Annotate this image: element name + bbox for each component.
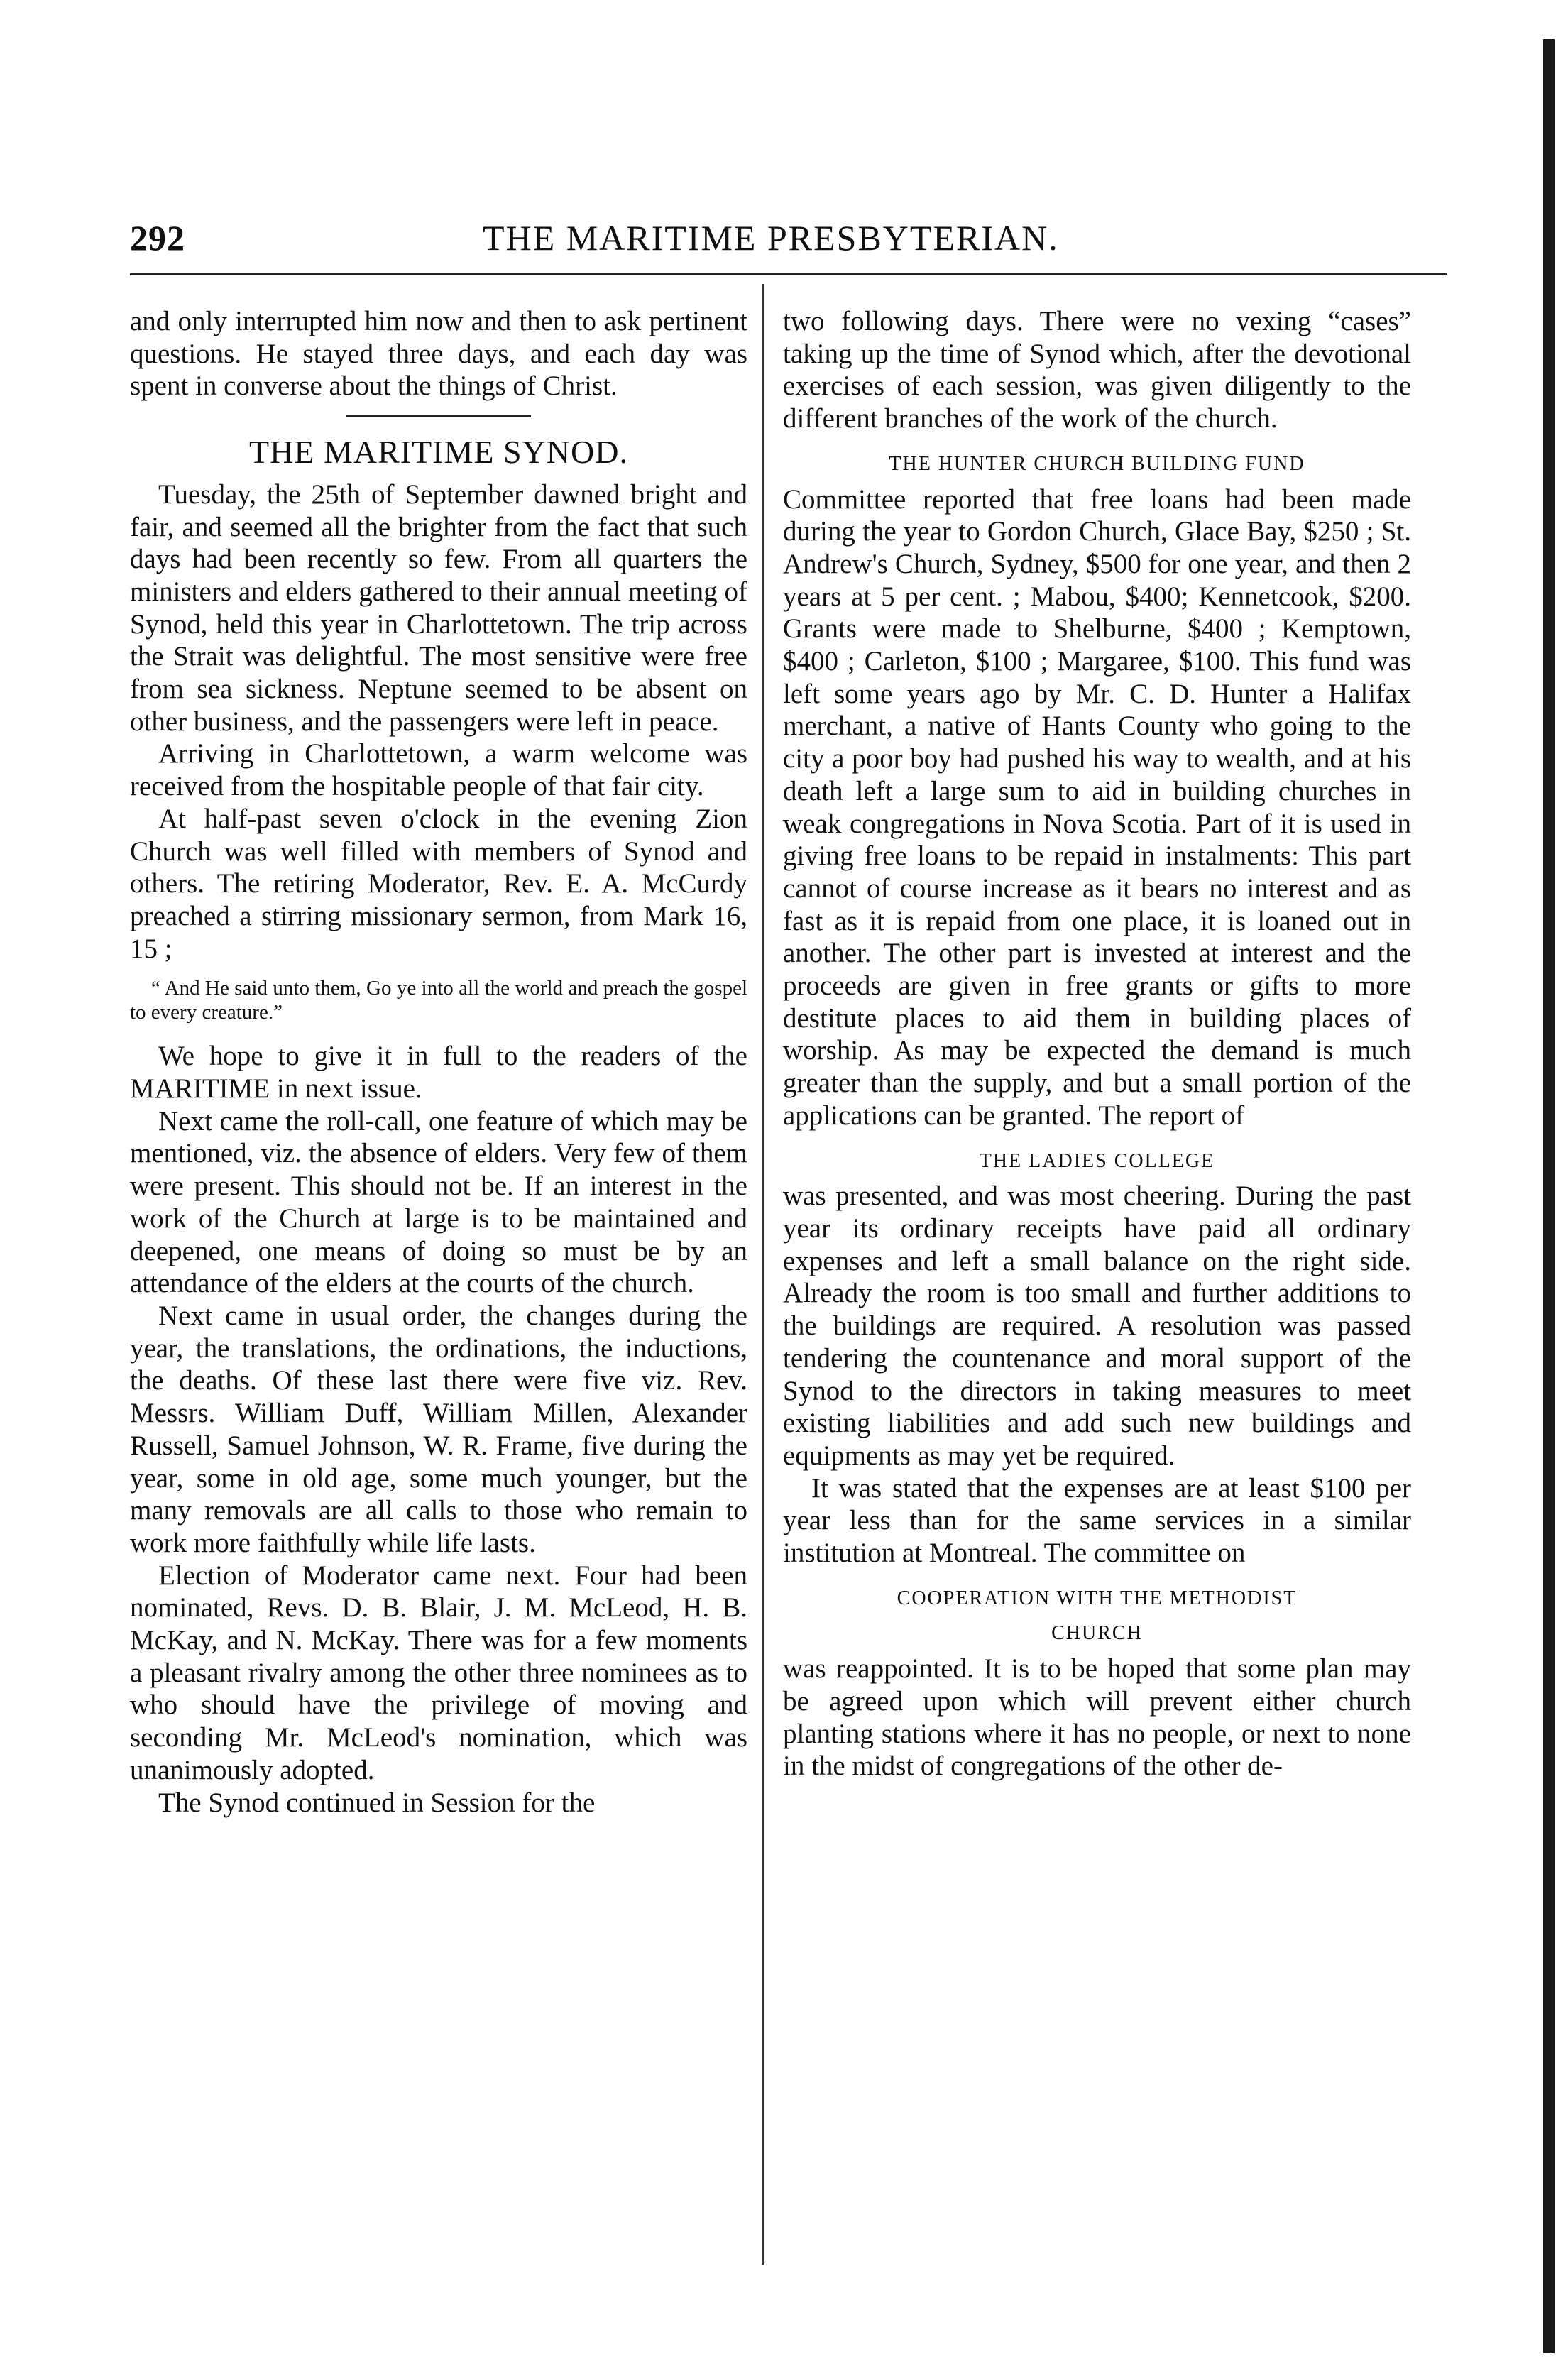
paragraph: The Synod continued in Session for the [158, 1787, 596, 1818]
paragraph: Next came the roll-call, one feature of which may be mentioned, viz. the absence of elders. Very few of them were present. This should not be. If an interest in the work of the Church at large is to be maintained and deepened, one means of doing so must be by an attendance of the elders at the courts of the church. [130, 1105, 747, 1299]
section-separator [346, 415, 531, 417]
subhead-cooperation-line-2: CHURCH [1051, 1622, 1143, 1645]
paragraph: It was stated that the expenses are at least $100 per year less than for the same services in a similar institution at Montreal. The committee on [783, 1472, 1411, 1569]
page-number: 292 [130, 218, 185, 258]
left-column [130, 305, 747, 1819]
paragraph: and only interrupted him now and then to ask pertinent questions. He stayed three days, and each day was spent in converse about the things of Christ. [130, 306, 747, 402]
running-title: THE MARITIME PRESBYTERIAN. [483, 218, 1059, 258]
section-title: THE MARITIME SYNOD. [249, 434, 628, 471]
subhead-hunter-fund: THE HUNTER CHURCH BUILDING FUND [889, 452, 1305, 475]
subhead-cooperation-line-1: COOPERATION WITH THE METHODIST [897, 1587, 1298, 1609]
paragraph: Tuesday, the 25th of September dawned bright and fair, and seemed all the brighter from the fact that such days had been recently so few. From all quarters the ministers and elders gathered to their annual meeting of Synod, held this year in Charlottetown. The trip across the Strait was delightful. The most sensitive were free from sea sickness. Neptune seemed to be absent on other business, and the passengers were left in peace. [130, 478, 747, 737]
paragraph: Election of Moderator came next. Four had been nominated, Revs. D. B. Blair, J. M. McLeod, H. B. McKay, and N. McKay. There was for a few moments a pleasant rivalry among the other three nominees as to who should have the privilege of moving and seconding Mr. McLeod's nomination, which was unanimously adopted. [130, 1560, 747, 1785]
paragraph: Arriving in Charlottetown, a warm welcome was received from the hospitable people of that fair city. [130, 738, 747, 802]
column-divider [762, 284, 764, 2265]
paragraph: was presented, and was most cheering. During the past year its ordinary receipts have paid all ordinary expenses and left a small balance on the right side. Already the room is too small and further additions to the buildings are required. A resolution was passed tendering the countenance and moral support of the Synod to the directors in taking measures to meet existing liabilities and add such new buildings and equipments as may yet be required. [783, 1181, 1411, 1471]
paragraph: At half-past seven o'clock in the evening Zion Church was well filled with members of Synod and others. The retiring Moderator, Rev. E. A. McCurdy preached a stirring missionary sermon, from Mark 16, 15 ; [130, 803, 747, 964]
paragraph: Committee reported that free loans had been made during the year to Gordon Church, Glace Bay, $250 ; St. Andrew's Church, Sydney, $500 for one year, and then 2 years at 5 per cent. ; Mabou, $400; Kennetcook, $200. Grants were made to Shelburne, $400 ; Kemptown, $400 ; Carleton, $100 ; Margaree, $100. This fund was left some years ago by Mr. C. D. Hunter a Halifax merchant, a native of Hants County who going to the city a poor boy had pushed his way to wealth, and at his death left a large sum to aid in building churches in weak congregations in Nova Scotia. Part of it is used in giving free loans to be repaid in instalments: This part cannot of course increase as it bears no interest and as fast as it is repaid from one place, it is loaned out in another. The other part is invested at interest and the proceeds are given in free grants or gifts to more destitute places to aid them in building places of worship. As may be expected the demand is much greater than the supply, and but a small portion of the applications can be granted. The report of [783, 483, 1411, 1131]
scripture-quote: “ And He said unto them, Go ye into all the world and preach the gospel to every creature.” [130, 977, 747, 1024]
paragraph: We hope to give it in full to the readers of the MARITIME in next issue. [130, 1041, 747, 1105]
header-rule [130, 273, 1447, 275]
subhead-ladies-college: THE LADIES COLLEGE [979, 1149, 1215, 1172]
paragraph: two following days. There were no vexing “cases” taking up the time of Synod which, after the devotional exercises of each session, was given diligently to the different branches of the work of the church. [783, 306, 1411, 434]
paragraph: was reappointed. It is to be hoped that some plan may be agreed upon which will prevent either church planting stations where it has no people, or next to none in the midst of congregations of the other de- [783, 1653, 1411, 1782]
right-column [783, 305, 1411, 1783]
paragraph: Next came in usual order, the changes during the year, the translations, the ordinations, the inductions, the deaths. Of these last there were five viz. Rev. Messrs. William Duff, William Millen, Alexander Russell, Samuel Johnson, W. R. Frame, five during the year, some in old age, some much younger, but the many removals are all calls to those who remain to work more faithfully while life lasts. [130, 1300, 747, 1558]
page-binding-edge [1543, 39, 1555, 2353]
